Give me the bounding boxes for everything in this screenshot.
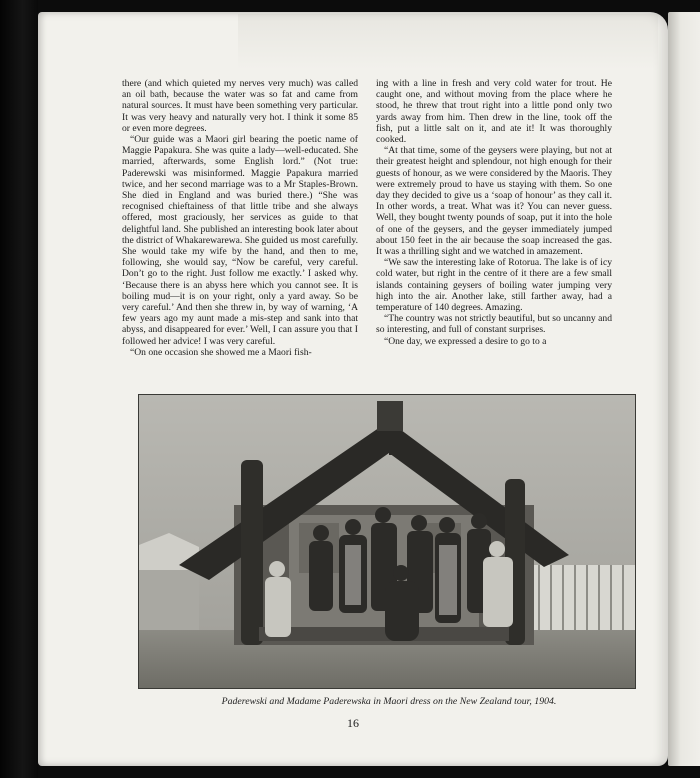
book-page	[38, 12, 668, 766]
book-spine-shadow	[0, 0, 38, 778]
paragraph: “We saw the interesting lake of Rotorua. The lake is of icy cold water, but right in the centre of it there are a few small islands containing geysers of boiling water jumping very high into the air. Another lake, still farther away, had a temperature of 140 degrees. Amazing.	[376, 257, 612, 314]
show-through-text	[238, 14, 658, 70]
paragraph: “On one occasion she showed me a Maori fish-	[130, 346, 312, 358]
paragraph: “Our guide was a Maori girl bearing the poetic name of Maggie Papakura. She was quite a lady—well-educated. She married, afterwards, some English lord.” (Not true: Paderewski was misinformed. Maggie Papakura married twice, and her second marriage was to a Mr Staples-Brown. She died in England and was buried there.) “She was recognised chieftainess of that little tribe and she always offered, most graciously, her services as guide to that delightful land. She published an interesting book later about the district of Whakarewarewa. She guided us most carefully. She would take my wife by the hand, and then to me, following, she would say, “Now be careful, very careful. Don’t go to the right. Just follow me exactly.’ I asked why. ‘Because there is an abyss here which you cannot see. It is boiling mud—it is on your right, only a yard away. So be very careful.’ And then she threw in, by way of warning, ‘A few years ago my aunt made a mis-step and sank into that abyss, and disappeared for ever.’ Well, I can assure you that I followed her advice! I was very careful.	[122, 134, 358, 347]
paragraph: there (and which quieted my nerves very much) was called an oil bath, because the water was so fat and came from natural sources. It must have been something very particular. It was very heavy and naturally very hot. I think it some 85 or even more degrees.	[122, 78, 358, 134]
maori-meeting-house-photo	[139, 395, 635, 688]
text-column-left	[122, 78, 358, 358]
page-number: 16	[347, 716, 359, 730]
photograph	[138, 394, 636, 689]
paragraph: “The country was not strictly beautiful, but so uncanny and so interesting, and full of constant surprises.	[376, 313, 612, 336]
paragraph: “At that time, some of the geysers were playing, but not at their greatest height and splendour, not high enough for their guests of honour, as we were considered by the Maoris. They were extremely proud to have us staying with them. So one day they decided to give us a ‘soap of honour’ as they call it. In other words, a treat. What was it? You can never guess. Well, they bought twenty pounds of soap, put it into the hole of one of the geysers, and the geyser immediately jumped about 150 feet in the air because the soap increased the gas. It was a thrilling sight and we watched in amazement.	[376, 145, 612, 258]
paragraph: “One day, we expressed a desire to go to a	[384, 335, 547, 347]
paragraph: ing with a line in fresh and very cold water for trout. He caught one, and without moving from the place where he stood, he threw that trout right into a little pond only two yards away from him. Then drew in the line, took off the fish, put a little salt on it, and ate it! It was thoroughly cooked.	[376, 78, 612, 146]
facing-page-edge	[668, 12, 700, 766]
text-column-right	[376, 78, 612, 347]
photo-caption: Paderewski and Madame Paderewska in Maori dress on the New Zealand tour, 1904.	[221, 696, 557, 707]
